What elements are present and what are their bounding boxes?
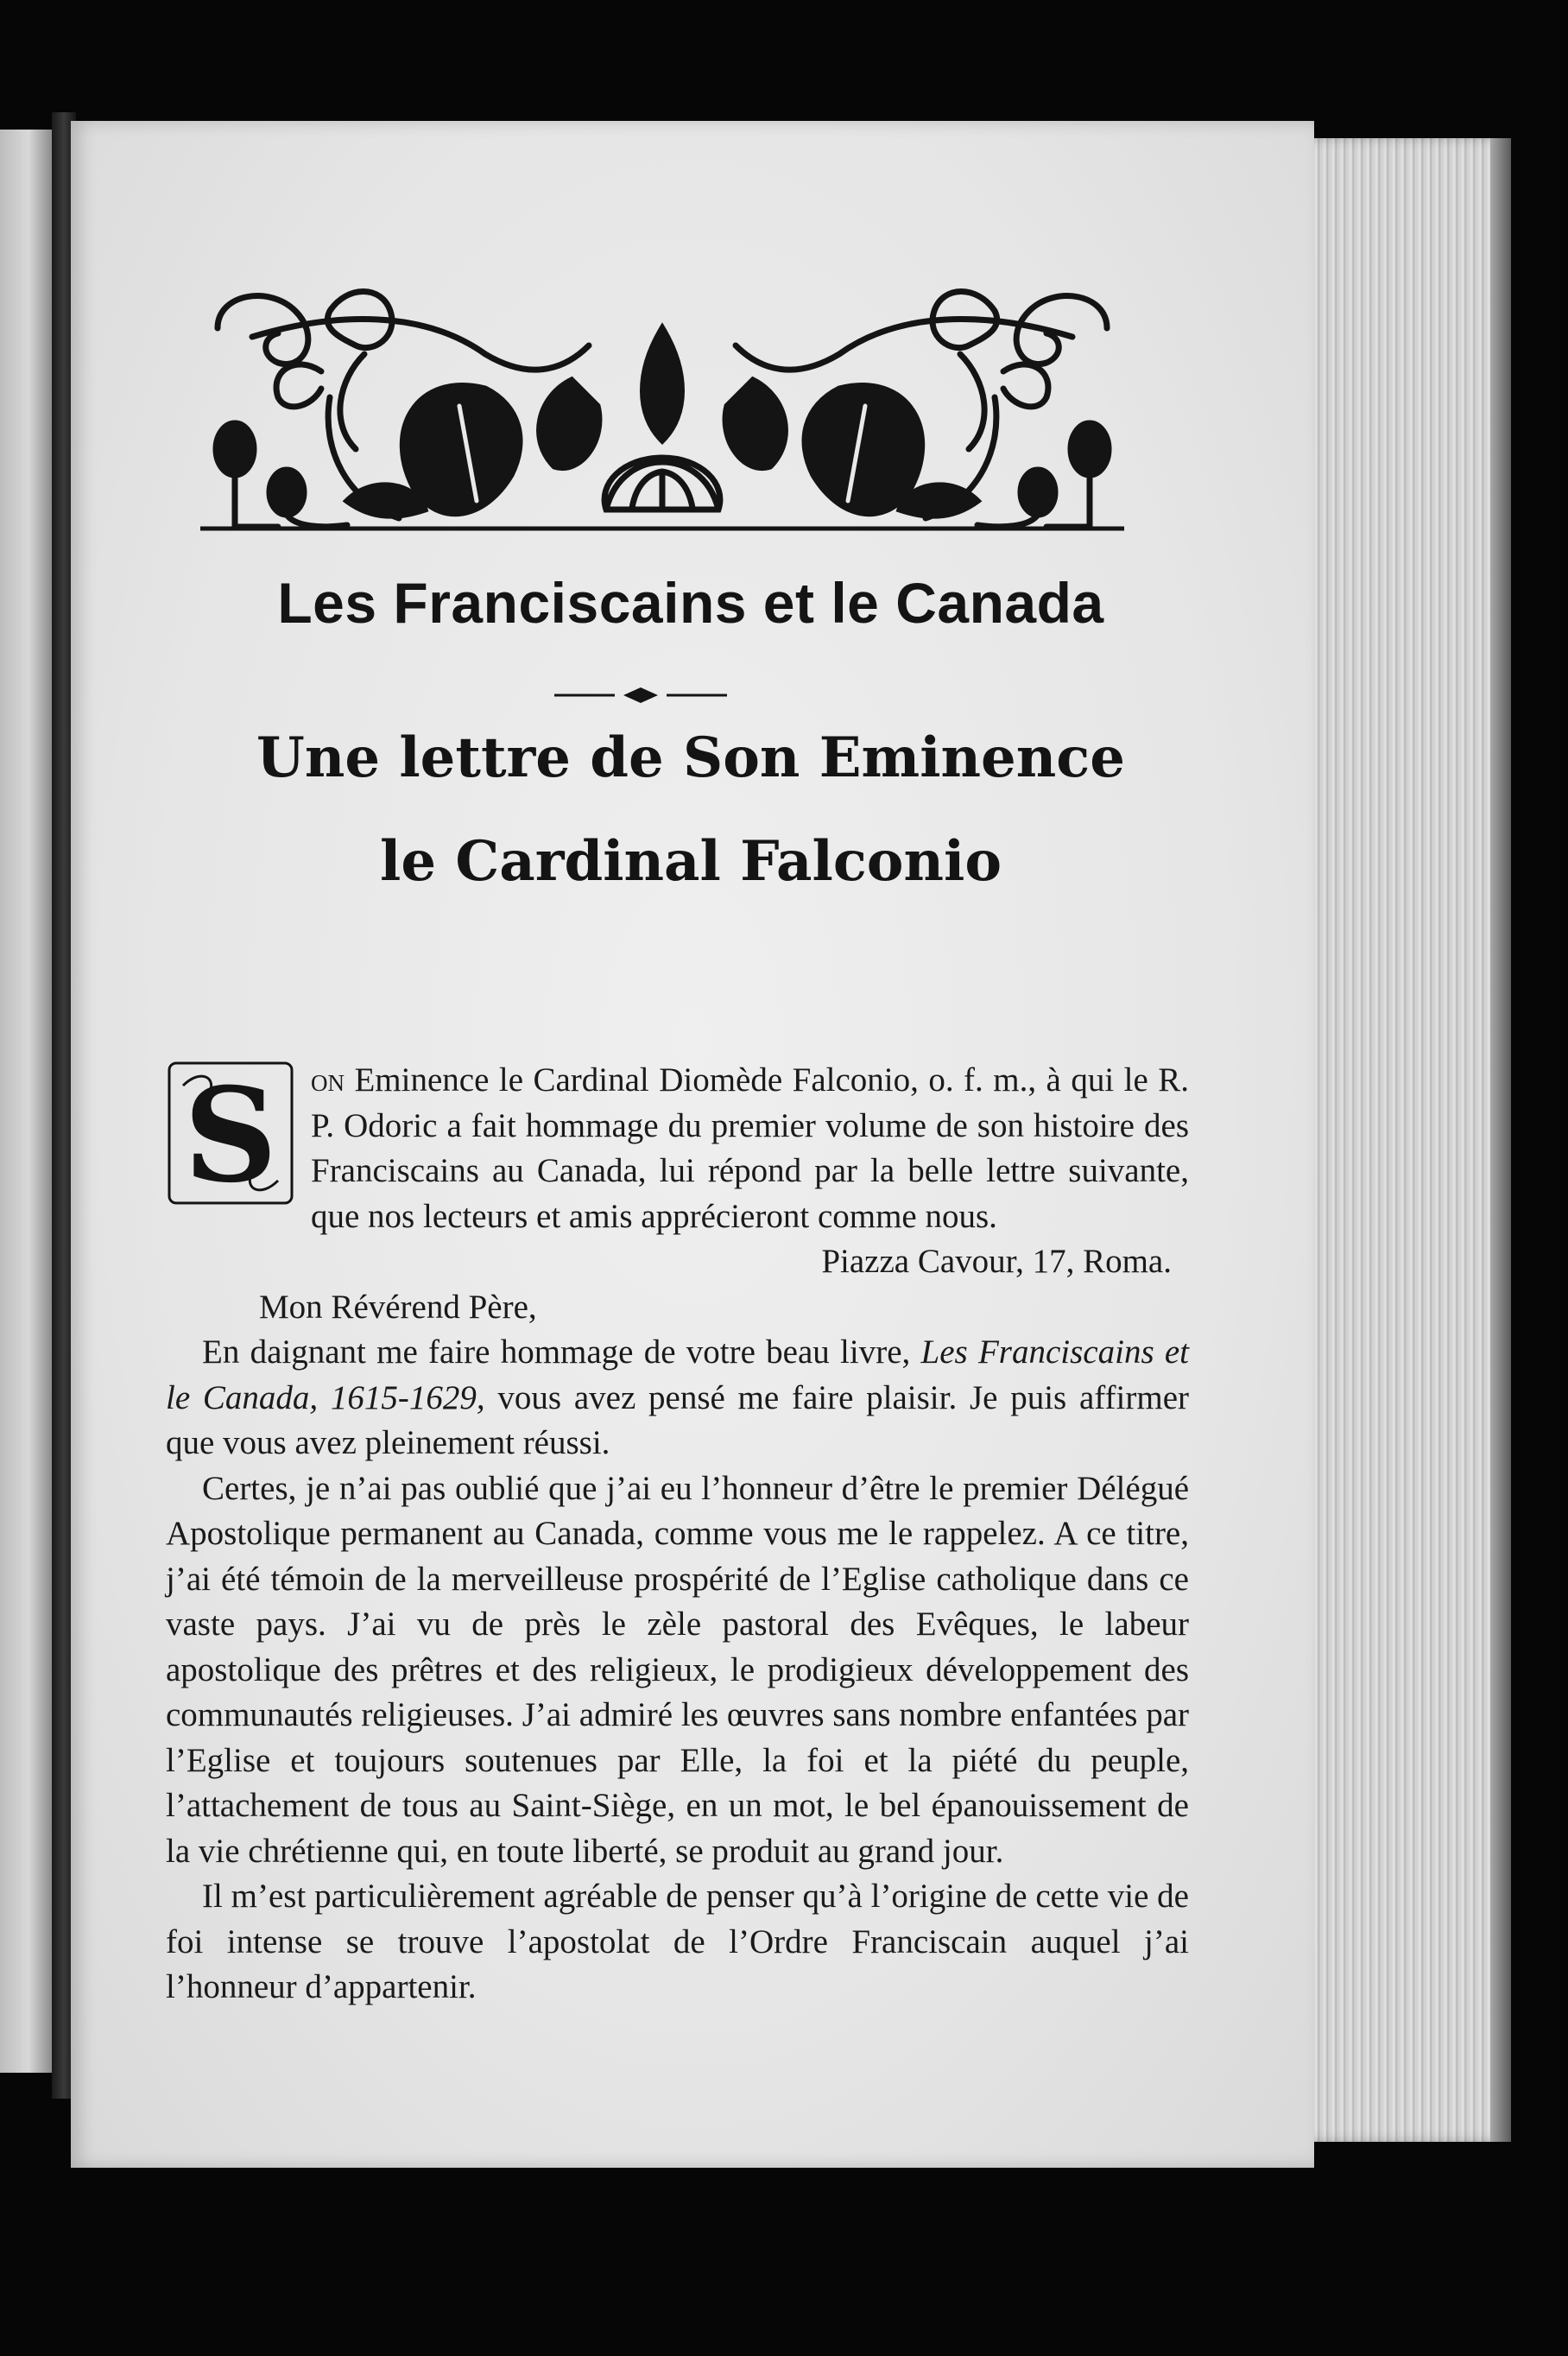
- letter-paragraph-1: [166, 1330, 1189, 1466]
- floral-headpiece-ornament: [200, 276, 1124, 535]
- drop-cap-letter: S: [183, 1060, 278, 1206]
- facing-page-edge: [0, 130, 52, 2073]
- article-title: Les Franciscains et le Canada: [277, 571, 1104, 635]
- book-title: Les Franciscains et le Canada, 1615-1629,: [166, 1333, 1190, 1416]
- book-page: [71, 121, 1314, 2168]
- title-divider-rule: [554, 682, 727, 708]
- stacked-page-edges: [1295, 138, 1511, 2142]
- letter-p1-before: En daignant me faire hommage de votre beau livre,: [202, 1333, 911, 1371]
- letter-address: Piazza Cavour, 17, Roma.: [821, 1243, 1172, 1280]
- letter-paragraph-3: Il m’est particulièrement agréable de penser qu’à l’origine de cette vie de foi intense se trouve l’apostolat de l’Ordre Franciscain auquel j’ai l’honneur d’appartenir.: [166, 1878, 1189, 2005]
- article-subtitle-line-2: le Cardinal Falconio: [380, 829, 1002, 894]
- ornamental-drop-cap: [166, 1060, 295, 1206]
- letter-p1-after: vous avez pensé me faire plaisir. Je puis affirmer que vous avez pleinement réussi.: [166, 1378, 1189, 1461]
- letter-paragraph-2: Certes, je n’ai pas oublié que j’ai eu l’honneur d’être le premier Délégué Apostolique permanent au Canada, comme vous me le rappelez. A ce titre, j’ai été témoin de la merveilleuse prospérité de l’Eglise catholique dans ce vaste pays. J’ai vu de près le zèle pastoral des Evêques, le labeur apostolique des prêtres et des religieux, le prodigieux développement des communautés religieuses. J’ai admiré les œuvres sans nombre enfantées par l’Eglise et toujours soutenues par Elle, la foi et la piété du peuple, l’attachement de tous au Saint-Siège, en un mot, le bel épanouissement de la vie chrétienne qui, en toute liberté, se produit au grand jour.: [166, 1469, 1189, 1870]
- letter-salutation: Mon Révérend Père,: [259, 1288, 537, 1326]
- article-body: [166, 1058, 1189, 2011]
- article-subtitle-line-1: Une lettre de Son Eminence: [256, 725, 1125, 790]
- intro-text: Eminence le Cardinal Diomède Falconio, o. f. m., à qui le R. P. Odoric a fait hommage du premier volume de son histoire des Franciscains au Canada, lui répond par la belle lettre suivante, que nos lecteurs et amis apprécieront comme nous.: [311, 1061, 1189, 1235]
- intro-paragraph: [166, 1058, 1189, 1239]
- intro-first-word-rest: on: [311, 1061, 345, 1099]
